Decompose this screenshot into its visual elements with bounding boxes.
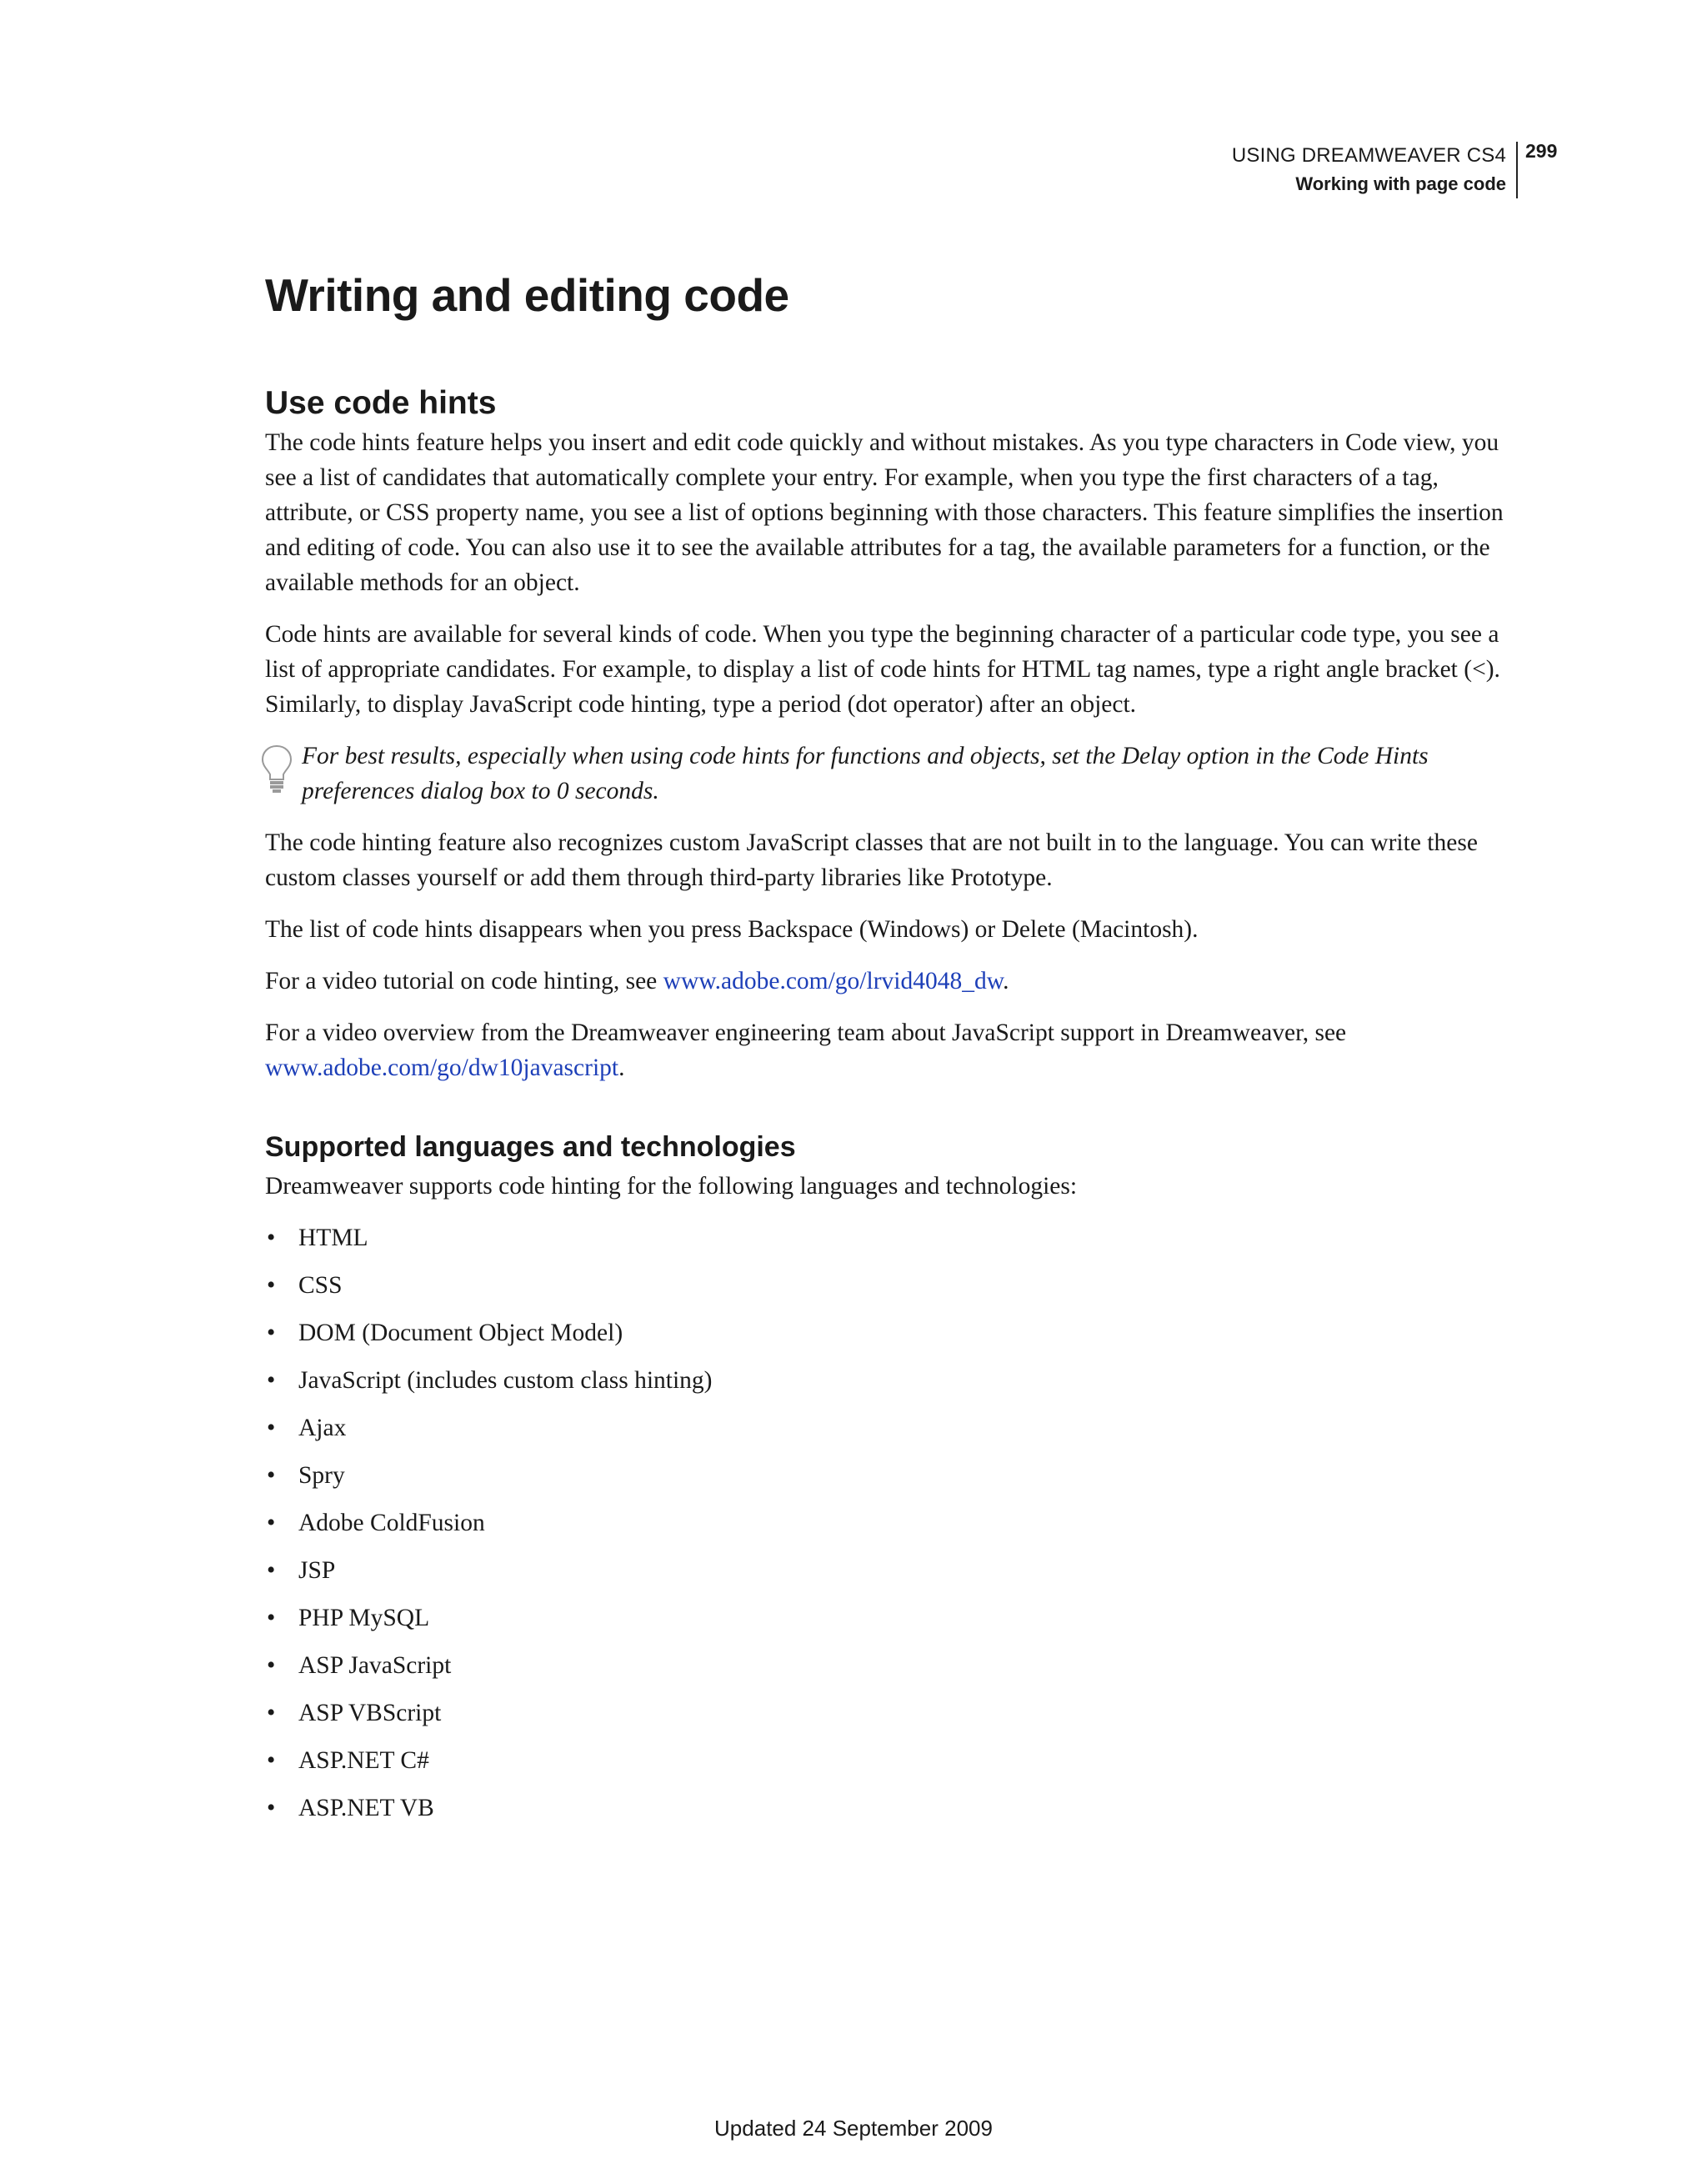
supported-languages-section bbox=[265, 1125, 1509, 1826]
list-item bbox=[265, 1791, 1509, 1826]
list-item bbox=[265, 1220, 1509, 1255]
list-item bbox=[265, 1553, 1509, 1588]
bullet: • bbox=[267, 1367, 276, 1394]
list-item-label: HTML bbox=[298, 1225, 368, 1251]
page-content bbox=[265, 258, 1509, 1838]
video-overview-paragraph bbox=[265, 1015, 1509, 1085]
list-item bbox=[265, 1363, 1509, 1398]
bullet: • bbox=[267, 1605, 276, 1631]
paragraph: The list of code hints disappears when you press Backspace (Windows) or Delete (Macintosh). bbox=[265, 916, 1199, 943]
page-title: Writing and editing code bbox=[265, 269, 789, 321]
list-item bbox=[265, 1315, 1509, 1350]
tip-text: For best results, especially when using code hints for functions and objects, set the Delay option in the Code Hints preferences dialog box to 0 seconds. bbox=[302, 743, 1429, 804]
list-item bbox=[265, 1600, 1509, 1635]
footer-updated: Updated 24 September 2009 bbox=[714, 2116, 993, 2141]
video-tutorial-link[interactable]: www.adobe.com/go/lrvid4048_dw bbox=[663, 968, 1004, 994]
list-item-label: PHP MySQL bbox=[298, 1605, 430, 1631]
bullet: • bbox=[267, 1652, 276, 1679]
list-item-label: Ajax bbox=[298, 1415, 347, 1441]
list-item bbox=[265, 1505, 1509, 1540]
list-item-label: CSS bbox=[298, 1272, 343, 1299]
bullet: • bbox=[267, 1225, 276, 1251]
list-item-label: JavaScript (includes custom class hinting) bbox=[298, 1367, 713, 1394]
list-item-label: ASP.NET VB bbox=[298, 1795, 434, 1821]
video-tutorial-prefix: For a video tutorial on code hinting, see bbox=[265, 968, 663, 994]
chapter-title: Working with page code bbox=[1295, 173, 1506, 194]
list-item bbox=[265, 1696, 1509, 1731]
lightbulb-icon bbox=[260, 744, 293, 795]
paragraph: The code hinting feature also recognizes custom JavaScript classes that are not built in to the language. You can write these custom classes yourself or add them through third-party libraries like Prototype. bbox=[265, 829, 1478, 891]
paragraph: The code hints feature helps you insert and edit code quickly and without mistakes. As you type characters in Code view, you see a list of candidates that automatically complete your entry. For example, when you type the first characters of a tag, attribute, or CSS property name, you see a list of options beginning with those characters. This feature simplifies the insertion and editing of code. You can also use it to see the available attributes for a tag, the available parameters for a function, or the available methods for an object. bbox=[265, 429, 1504, 596]
bullet: • bbox=[267, 1747, 276, 1774]
tip-note bbox=[265, 739, 1509, 809]
list-item bbox=[265, 1648, 1509, 1683]
list-item bbox=[265, 1410, 1509, 1445]
languages-list bbox=[265, 1220, 1509, 1826]
bullet: • bbox=[267, 1557, 276, 1584]
list-item bbox=[265, 1458, 1509, 1493]
video-overview-suffix: . bbox=[618, 1054, 625, 1081]
list-item bbox=[265, 1743, 1509, 1778]
list-item-label: DOM (Document Object Model) bbox=[298, 1320, 623, 1346]
subsection-heading: Supported languages and technologies bbox=[265, 1131, 796, 1163]
bullet: • bbox=[267, 1510, 276, 1536]
book-title: USING DREAMWEAVER CS4 bbox=[1231, 144, 1506, 167]
list-item-label: ASP VBScript bbox=[298, 1700, 442, 1726]
section-heading: Use code hints bbox=[265, 385, 497, 421]
bullet: • bbox=[267, 1320, 276, 1346]
list-item-label: ASP.NET C# bbox=[298, 1747, 429, 1774]
list-item-label: Spry bbox=[298, 1462, 345, 1489]
bullet: • bbox=[267, 1700, 276, 1726]
bullet: • bbox=[267, 1415, 276, 1441]
list-item-label: Adobe ColdFusion bbox=[298, 1510, 485, 1536]
running-head bbox=[1232, 142, 1518, 198]
video-tutorial-paragraph bbox=[265, 964, 1509, 999]
list-item-label: JSP bbox=[298, 1557, 336, 1584]
list-item-label: ASP JavaScript bbox=[298, 1652, 452, 1679]
list-item bbox=[265, 1268, 1509, 1303]
bullet: • bbox=[267, 1462, 276, 1489]
video-overview-prefix: For a video overview from the Dreamweaver engineering team about JavaScript support in Dreamweaver, see bbox=[265, 1019, 1347, 1046]
bullet: • bbox=[267, 1272, 276, 1299]
video-overview-link[interactable]: www.adobe.com/go/dw10javascript bbox=[265, 1054, 619, 1081]
bullet: • bbox=[267, 1795, 276, 1821]
video-tutorial-suffix: . bbox=[1003, 968, 1009, 994]
paragraph: Code hints are available for several kinds of code. When you type the beginning character of a particular code type, you see a list of appropriate candidates. For example, to display a list of code hints for HTML tag names, type a right angle bracket (<). Similarly, to display JavaScript code hinting, type a period (dot operator) after an object. bbox=[265, 621, 1500, 718]
page-number: 299 bbox=[1525, 140, 1558, 162]
subsection-intro: Dreamweaver supports code hinting for the following languages and technologies: bbox=[265, 1173, 1078, 1200]
